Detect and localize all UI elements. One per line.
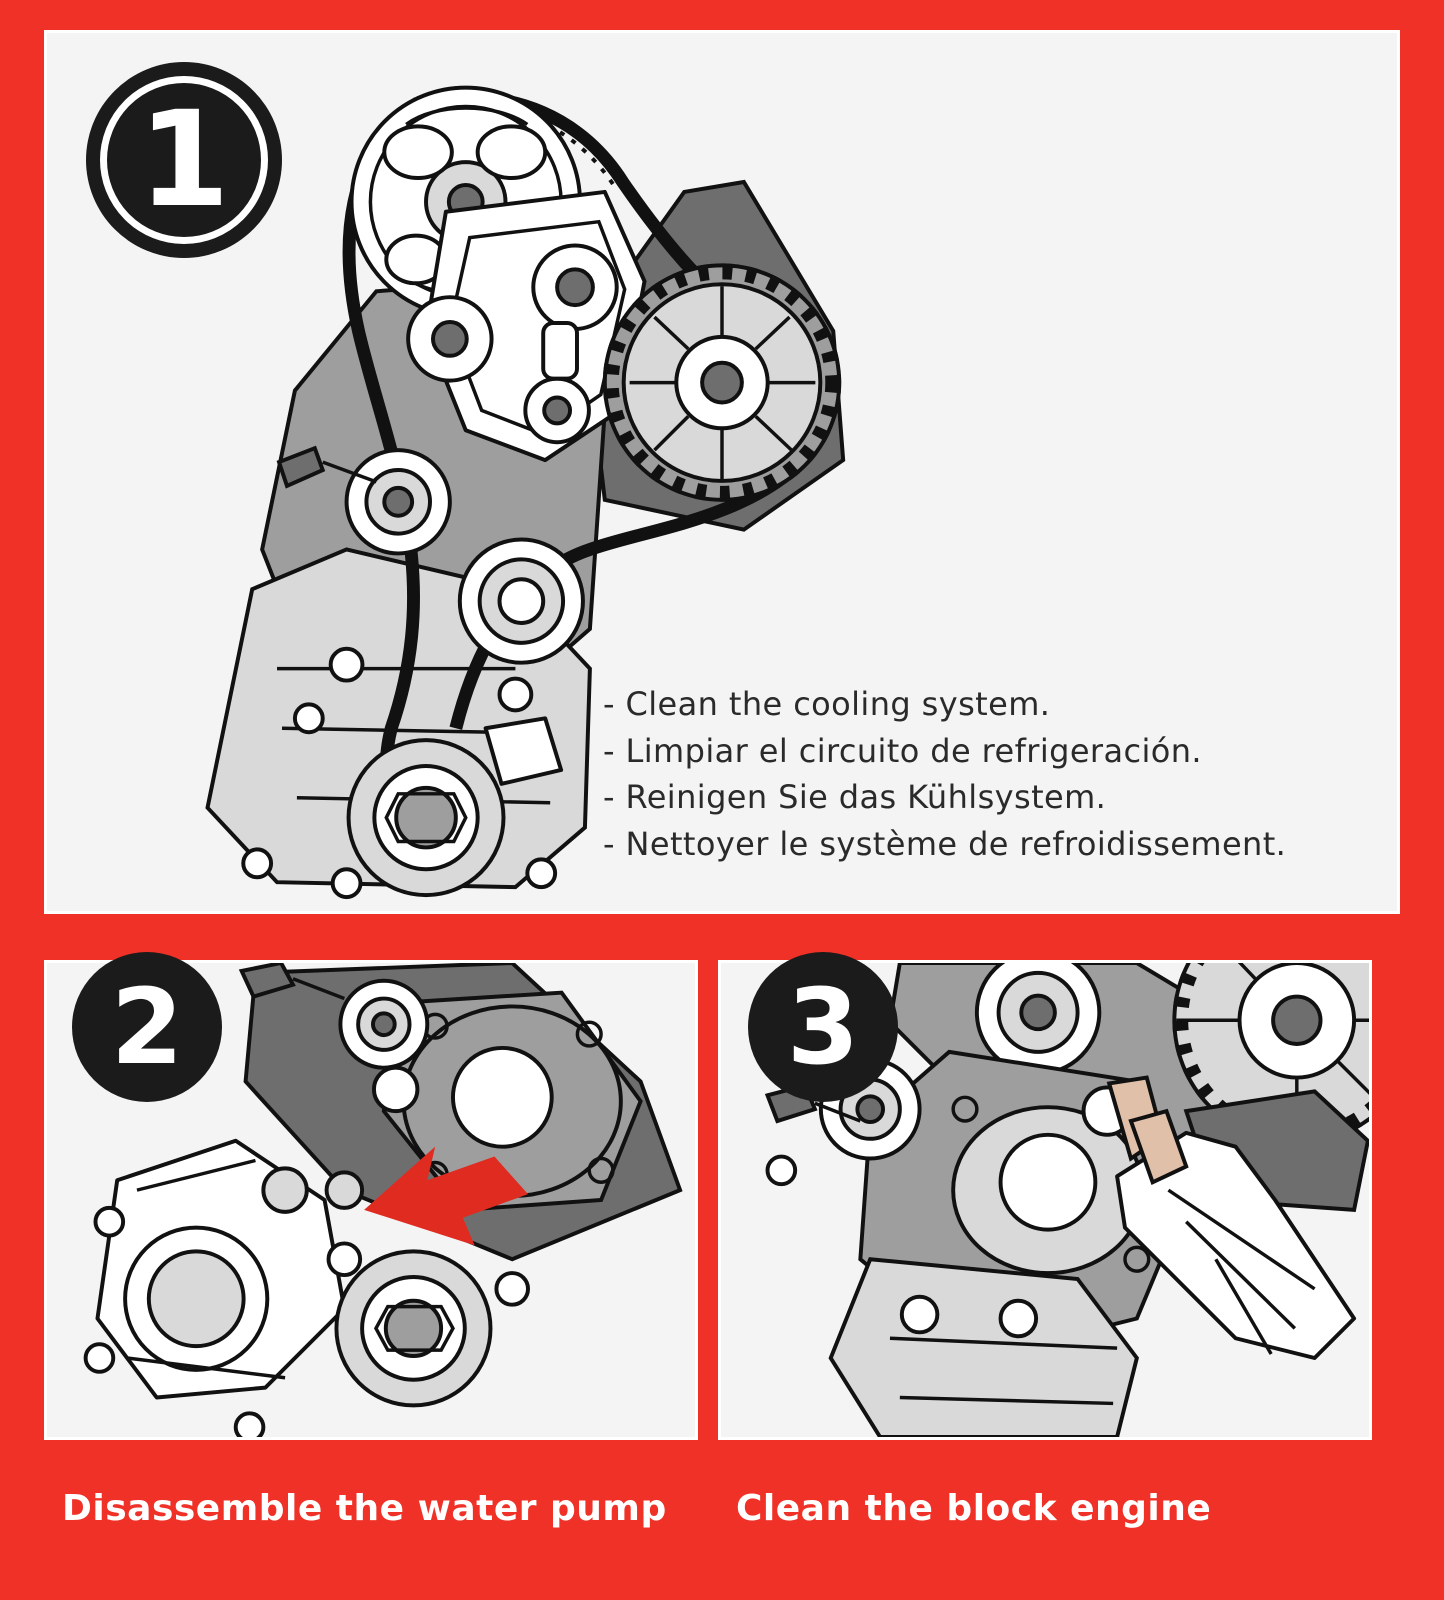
step-2-number: 2 bbox=[110, 966, 184, 1088]
step-2-badge bbox=[72, 952, 222, 1102]
step-2-caption: Disassemble the water pump bbox=[62, 1488, 667, 1529]
step-1-instructions bbox=[603, 681, 1363, 868]
instruction-line-en: - Clean the cooling system. bbox=[603, 685, 1051, 723]
step-1-badge bbox=[86, 62, 282, 258]
step-3-number: 3 bbox=[786, 966, 860, 1088]
step-3-caption: Clean the block engine bbox=[736, 1488, 1212, 1529]
instruction-line-es: - Limpiar el circuito de refrigeración. bbox=[603, 731, 1203, 770]
step-1-number: 1 bbox=[138, 83, 230, 237]
step-3-badge bbox=[748, 952, 898, 1102]
instruction-line-fr: - Nettoyer le système de refroidissement. bbox=[603, 825, 1287, 864]
instruction-line-de: - Reinigen Sie das Kühlsystem. bbox=[603, 778, 1107, 817]
